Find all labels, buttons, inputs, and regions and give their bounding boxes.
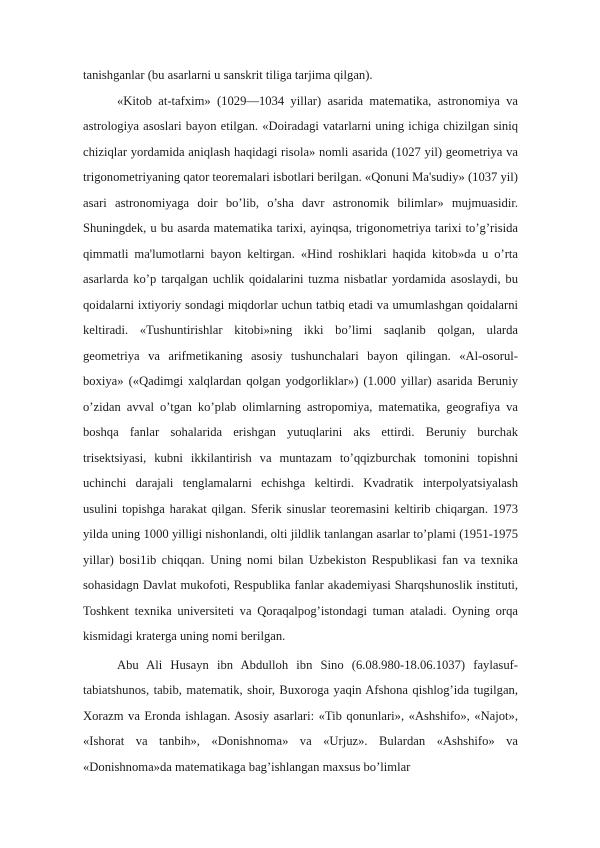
paragraph-ibn-sino: Abu Ali Husayn ibn Abdulloh ibn Sino (6.08.980-18.06.1037) faylasuf-tabiatshunos, tabib, matematik, shoir, Buxoroga yaqin Afshona qishlog’ida tugilgan, Xorazm va Eronda ishlagan. Asosiy asarlari: «Tib qonunlari», «Ashshifo», «Najot», «Ishorat va tanbih», «Donishnoma» va «Urjuz». Bulardan «Ashshifo» va «Donishnoma»da matematikaga bag’ishlangan maxsus bo’limlar xyxy=(83,657,518,774)
paragraph-beruniy-works: «Kitob at-tafxim» (1029—1034 yillar) asarida matematika, astronomiya va astrologiya asoslari bayon etilgan. «Doiradagi vatarlarni uning ichiga chizilgan siniq chiziqlar yordamida aniqlash haqidagi risola» nomli asarida (1027 yil) geometriya va trigonometriyaning qator teoremalari isbotlari berilgan. «Qonuni Ma'sudiy» (1037 yil) asari astronomiyaga doir bo’lib, o’sha davr astronomik bilimlar» mujmuasidir. Shuningdek, u bu asarda matematika tarixi, ayinqsa, trigonometriya tarixi to’g’risida qimmatli ma'lumotlarni bayon keltirgan. «Hind roshiklari haqida kitob»da u o’rta asarlarda ko’p tarqalgan uchlik qoidalarini tuzma nisbatlar yordamida asoslaydi, bu qoidalarni ixtiyoriy sondagi miqdorlar uchun tatbiq etadi va umumlashgan qoidalarni keltiradi. «Tushuntirishlar kitobi»ning ikki bo’limi saqlanib qolgan, ularda geometriya va arifmetikaning asosiy tushunchalari bayon qilingan. «Al-osorul-boxiya» («Qadimgi xalqlardan qolgan yodgorliklar») (1.000 yillar) asarida Beruniy o’zidan avval o’tgan ko’plab olimlarning astropomiya, matematika, geografiya va boshqa fanlar sohalarida erishgan yutuqlarini aks ettirdi. Beruniy burchak trisektsiyasi, kubni ikkilantirish va muntazam to’qqizburchak tomonini topishni uchinchi darajali tenglamalarni echishga keltirdi. Kvadratik interpolyatsiyalash usulini topishga harakat qilgan. Sferik sinuslar teoremasini keltirib chiqargan. 1973 yilda uning 1000 yilligi nishonlandi, olti jildlik tanlangan asarlar to’plami (1951-1975 yillar) bosi1ib chiqqan. Uning nomi bilan Uzbekiston Respublikasi fan va texnika sohasidagn Davlat mukofoti, Respublika fanlar akademiyasi Sharqshunoslik instituti, Toshkent texnika universiteti va Qoraqalpog’istondagi tuman ataladi. Oyning orqa kismidagi kraterga uning nomi berilgan. xyxy=(83,93,518,643)
paragraph-continuation: tanishganlar (bu asarlarni u sanskrit tiliga tarjima qilgan). xyxy=(83,68,373,82)
